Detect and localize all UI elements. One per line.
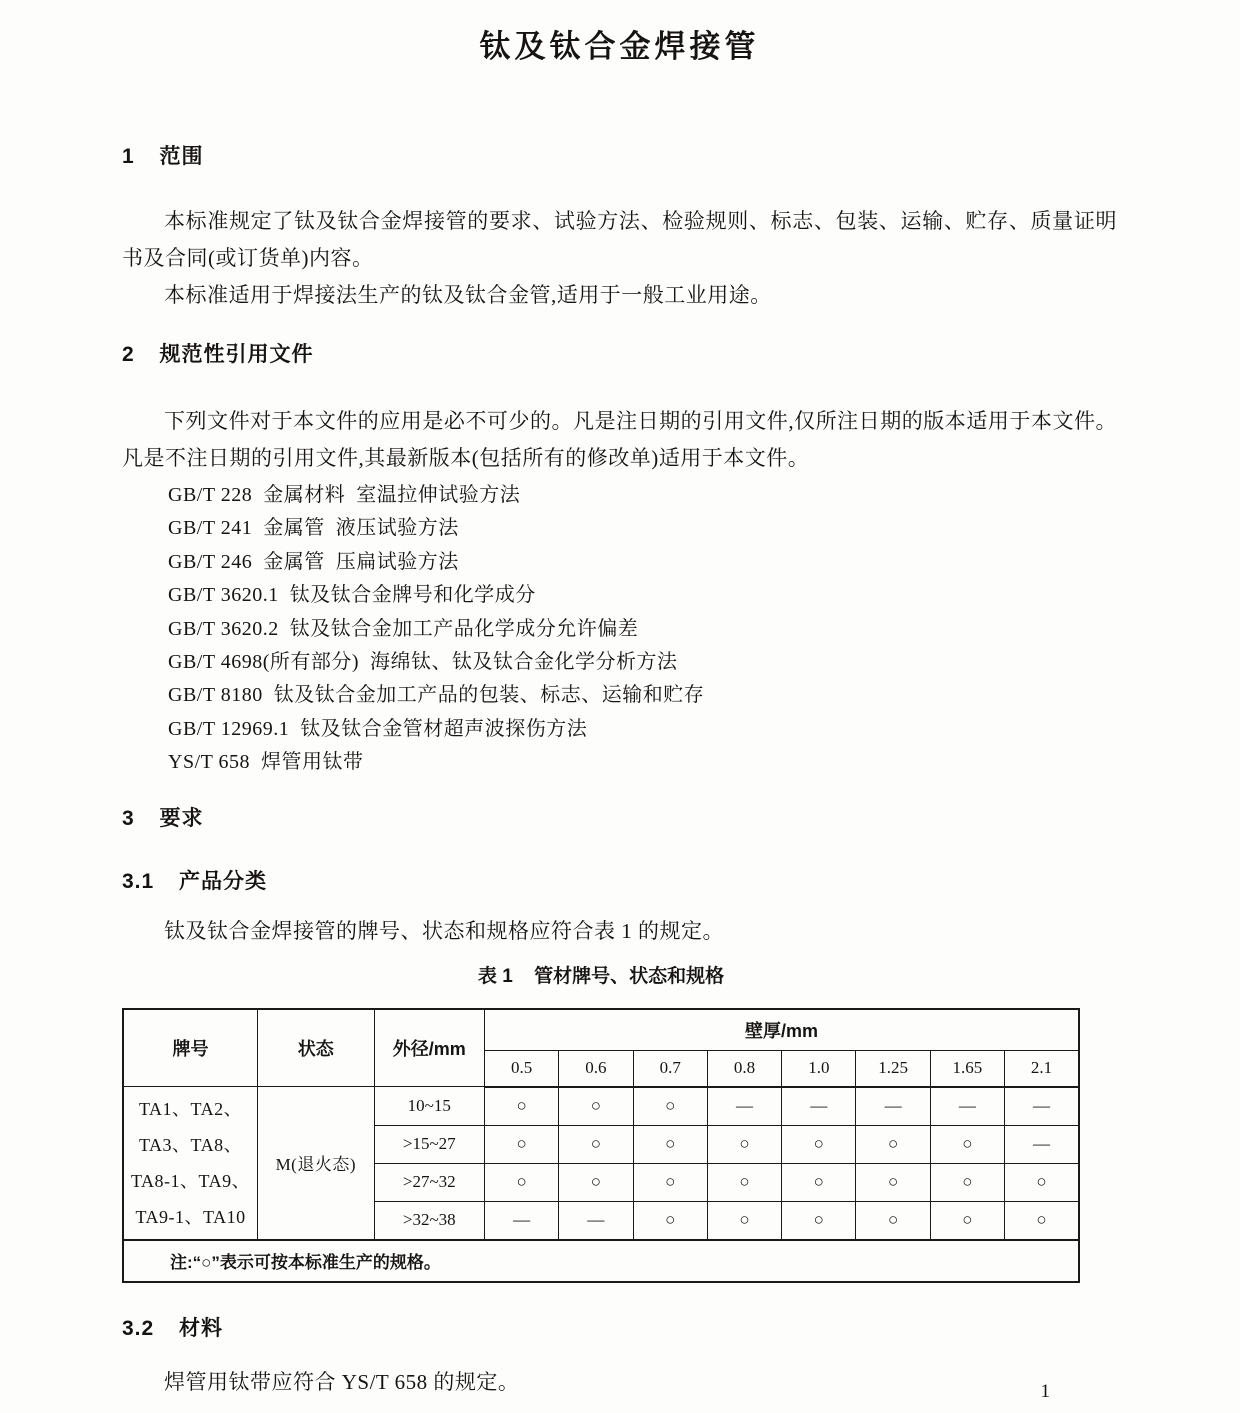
page-number: 1	[1040, 1381, 1050, 1402]
availability-mark: ○	[559, 1125, 633, 1163]
thickness-column-header: 1.0	[782, 1050, 856, 1087]
table-1-caption-text: 管材牌号、状态和规格	[534, 965, 725, 987]
availability-mark: ○	[930, 1163, 1004, 1201]
availability-mark: ○	[856, 1125, 930, 1163]
thickness-column-header: 0.6	[559, 1050, 633, 1087]
reference-item: GB/T 3620.1 钛及钛合金牌号和化学成分	[168, 584, 536, 607]
grade-line: TA3、TA8、	[138, 1134, 243, 1155]
availability-mark: ○	[633, 1201, 707, 1240]
od-cell: >27~32	[374, 1163, 484, 1201]
reference-item: GB/T 8180 钛及钛合金加工产品的包装、标志、运输和贮存	[168, 684, 705, 707]
section-3-1-heading	[122, 869, 1117, 895]
availability-mark: ○	[782, 1163, 856, 1201]
table-1-caption-label: 表 1	[477, 965, 513, 987]
availability-mark: ○	[484, 1163, 558, 1201]
availability-mark: —	[1005, 1087, 1079, 1126]
section-3-number: 3	[122, 806, 135, 830]
header-wall-thickness: 壁厚/mm	[484, 1009, 1079, 1051]
scope-paragraph-2: 本标准适用于焊接法生产的钛及钛合金管,适用于一般工业用途。	[164, 283, 772, 307]
table-row	[123, 1087, 1079, 1126]
reference-item: GB/T 228 金属材料 室温拉伸试验方法	[168, 484, 521, 506]
header-grade: 牌号	[123, 1009, 258, 1087]
thickness-column-header: 1.25	[856, 1050, 930, 1087]
section-3-2-title: 材料	[179, 1316, 224, 1340]
reference-item: GB/T 3620.2 钛及钛合金加工产品化学成分允许偏差	[168, 617, 639, 640]
material-paragraph: 焊管用钛带应符合 YS/T 658 的规定。	[164, 1369, 520, 1394]
section-3-2-number: 3.2	[122, 1316, 155, 1340]
section-3-1-title: 产品分类	[179, 869, 268, 893]
availability-mark: ○	[930, 1201, 1004, 1240]
table-note-row	[123, 1240, 1079, 1282]
od-cell: 10~15	[374, 1087, 484, 1126]
availability-mark: ○	[782, 1201, 856, 1240]
availability-mark: ○	[782, 1125, 856, 1163]
thickness-column-header: 0.8	[707, 1050, 781, 1087]
thickness-column-header: 0.5	[484, 1050, 558, 1087]
od-cell: >32~38	[374, 1201, 484, 1240]
availability-mark: ○	[856, 1163, 930, 1201]
availability-mark: ○	[1005, 1163, 1079, 1201]
availability-mark: —	[1005, 1125, 1079, 1163]
thickness-column-header: 1.65	[930, 1050, 1004, 1087]
table-1-grades-states-sizes	[122, 1008, 1080, 1283]
thickness-column-header: 0.7	[633, 1050, 707, 1087]
availability-mark: —	[707, 1087, 781, 1126]
reference-item: GB/T 12969.1 钛及钛合金管材超声波探伤方法	[168, 717, 588, 740]
references-intro-paragraph: 下列文件对于本文件的应用是必不可少的。凡是注日期的引用文件,仅所注日期的版本适用于本文件。凡是不注日期的引用文件,其最新版本(包括所有的修改单)适用于本文件。	[122, 409, 1117, 470]
thickness-column-header: 2.1	[1005, 1050, 1079, 1087]
reference-item: YS/T 658 焊管用钛带	[168, 751, 364, 774]
availability-mark: ○	[633, 1163, 707, 1201]
state-cell: M(退火态)	[258, 1087, 374, 1240]
section-1-number: 1	[122, 145, 135, 168]
reference-item: GB/T 241 金属管 液压试验方法	[168, 517, 459, 540]
availability-mark: ○	[707, 1125, 781, 1163]
document-title: 钛及钛合金焊接管	[479, 29, 760, 64]
reference-item: GB/T 4698(所有部分) 海绵钛、钛及钛合金化学分析方法	[168, 651, 678, 674]
availability-mark: —	[559, 1201, 633, 1240]
grade-cell	[123, 1087, 258, 1240]
section-2-title: 规范性引用文件	[159, 343, 314, 366]
section-1-heading	[122, 144, 1117, 170]
availability-mark: ○	[559, 1087, 633, 1126]
availability-mark: —	[484, 1201, 558, 1240]
normative-references-list	[122, 479, 1117, 780]
reference-item: GB/T 246 金属管 压扁试验方法	[168, 550, 459, 573]
table-1-caption	[122, 963, 1080, 991]
section-3-2-heading	[122, 1316, 1117, 1342]
section-2-number: 2	[122, 343, 135, 366]
section-2-heading	[122, 342, 1117, 368]
availability-mark: ○	[484, 1087, 558, 1126]
grade-line: TA8-1、TA9、	[130, 1170, 251, 1191]
classification-paragraph: 钛及钛合金焊接管的牌号、状态和规格应符合表 1 的规定。	[164, 918, 724, 943]
availability-mark: ○	[633, 1087, 707, 1126]
availability-mark: ○	[707, 1201, 781, 1240]
scope-paragraph-1: 本标准规定了钛及钛合金焊接管的要求、试验方法、检验规则、标志、包装、运输、贮存、质量证明书及合同(或订货单)内容。	[122, 209, 1117, 270]
section-3-heading	[122, 806, 1117, 832]
grade-line: TA1、TA2、	[138, 1098, 243, 1119]
section-1-title: 范围	[159, 145, 204, 168]
availability-mark: —	[856, 1087, 930, 1126]
availability-mark: ○	[633, 1125, 707, 1163]
section-3-1-number: 3.1	[122, 869, 155, 893]
availability-mark: —	[930, 1087, 1004, 1126]
grade-line: TA9-1、TA10	[135, 1206, 246, 1227]
availability-mark: ○	[930, 1125, 1004, 1163]
availability-mark: ○	[559, 1163, 633, 1201]
availability-mark: —	[782, 1087, 856, 1126]
od-cell: >15~27	[374, 1125, 484, 1163]
header-state: 状态	[258, 1009, 374, 1087]
availability-mark: ○	[484, 1125, 558, 1163]
availability-mark: ○	[1005, 1201, 1079, 1240]
section-3-title: 要求	[159, 806, 204, 830]
availability-mark: ○	[856, 1201, 930, 1240]
availability-mark: ○	[707, 1163, 781, 1201]
header-outer-diameter: 外径/mm	[374, 1009, 484, 1087]
table-note: 注:“○”表示可按本标准生产的规格。	[123, 1240, 1079, 1282]
